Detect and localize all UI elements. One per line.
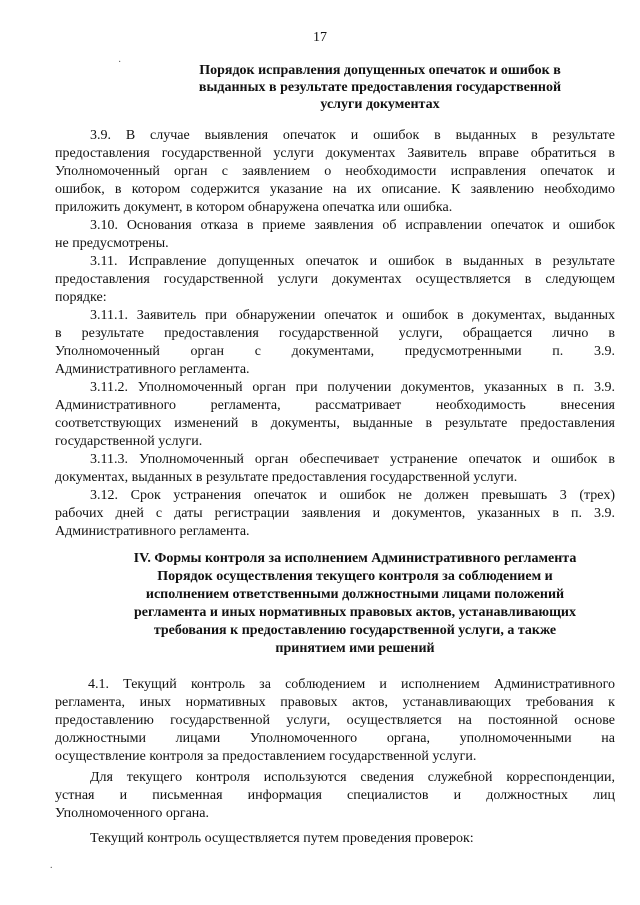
text-line: Административного регламента.: [55, 362, 250, 377]
text-line: 3.11. Исправление допущенных опечаток и ошибок в выданных в результате: [90, 254, 615, 269]
scan-dot: ·: [118, 57, 122, 68]
text-line: Для текущего контроля используются сведения служебной корреспонденции,: [90, 770, 615, 785]
heading-line: Порядок осуществления текущего контроля за соблюдением и: [157, 569, 553, 584]
text-line: Уполномоченного органа.: [55, 806, 209, 821]
text-line: предоставления государственной услуги документах осуществляется в следующем: [55, 272, 615, 287]
text-line: не предусмотрены.: [55, 236, 169, 251]
text-line: 4.1. Текущий контроль за соблюдением и исполнением Административного: [88, 677, 615, 692]
text-line: рабочих дней с даты регистрации заявления и документов, указанных в п. 3.9.: [55, 506, 615, 521]
section-heading-control: [100, 550, 610, 658]
heading-line: исполнением ответственными должностными лицами положений: [145, 587, 565, 602]
text-line: 3.9. В случае выявления опечаток и ошибок в выданных в результате: [90, 128, 615, 143]
text-line: 3.11.3. Уполномоченный орган обеспечивает устранение опечаток и ошибок в: [90, 452, 615, 467]
page-number: 17: [313, 30, 327, 45]
text-line: должностными лицами Уполномоченного органа, уполномоченными на: [55, 731, 615, 746]
text-line: 3.12. Срок устранения опечаток и ошибок не должен превышать 3 (трех): [90, 488, 615, 503]
text-line: Административного регламента.: [55, 524, 250, 539]
heading-line: услуги документах: [320, 97, 440, 112]
text-line: государственной услуги.: [55, 434, 203, 449]
heading-line: Порядок исправления допущенных опечаток и ошибок в: [199, 63, 561, 78]
text-line: устная и письменная информация специалистов и должностных лиц: [55, 788, 615, 803]
text-line: предоставления государственной услуги документах Заявитель вправе обратиться в: [55, 146, 615, 161]
text-line: 3.10. Основания отказа в приеме заявления об исправлении опечаток и ошибок: [90, 218, 615, 233]
text-line: ошибок, в котором содержится указание на их описание. К заявлению необходимо: [55, 182, 615, 197]
text-line: осуществление контроля за предоставлением государственной услуги.: [55, 749, 477, 764]
text-line: 3.11.2. Уполномоченный орган при получении документов, указанных в п. 3.9.: [90, 380, 615, 395]
text-line: документах, выданных в результате предоставления государственной услуги.: [55, 470, 518, 485]
scan-dot: .: [50, 860, 53, 871]
text-line: Уполномоченный орган с документами, предусмотренными п. 3.9.: [55, 344, 615, 359]
text-line: Административного регламента, рассматривает необходимость внесения: [55, 398, 615, 413]
text-line: предоставлению государственной услуги, осуществляется на постоянной основе: [55, 713, 615, 728]
text-line: регламента, иных нормативных правовых актов, устанавливающих требования к: [55, 695, 615, 710]
text-line: 3.11.1. Заявитель при обнаружении опечаток и ошибок в документах, выданных: [90, 308, 615, 323]
text-line: Уполномоченный орган с заявлением о необходимости исправления опечаток и: [55, 164, 615, 179]
heading-line: выданных в результате предоставления государственной: [198, 80, 562, 95]
text-line: приложить документ, в котором обнаружена опечатка или ошибка.: [55, 200, 453, 215]
heading-line: принятием ими решений: [275, 641, 435, 656]
section-heading-corrections: [150, 62, 610, 113]
text-line: в результате предоставления государственной услуги, обращается лично в: [55, 326, 615, 341]
heading-line: регламента и иных нормативных правовых актов, устанавливающих: [134, 605, 576, 620]
text-line: порядке:: [55, 290, 107, 305]
heading-line: требования к предоставлению государственной услуги, а также: [153, 623, 557, 638]
text-line: Текущий контроль осуществляется путем проведения проверок:: [90, 831, 474, 846]
heading-line: IV. Формы контроля за исполнением Административного регламента: [133, 551, 577, 566]
text-line: соответствующих изменений в документы, выданные в результате предоставления: [55, 416, 615, 431]
